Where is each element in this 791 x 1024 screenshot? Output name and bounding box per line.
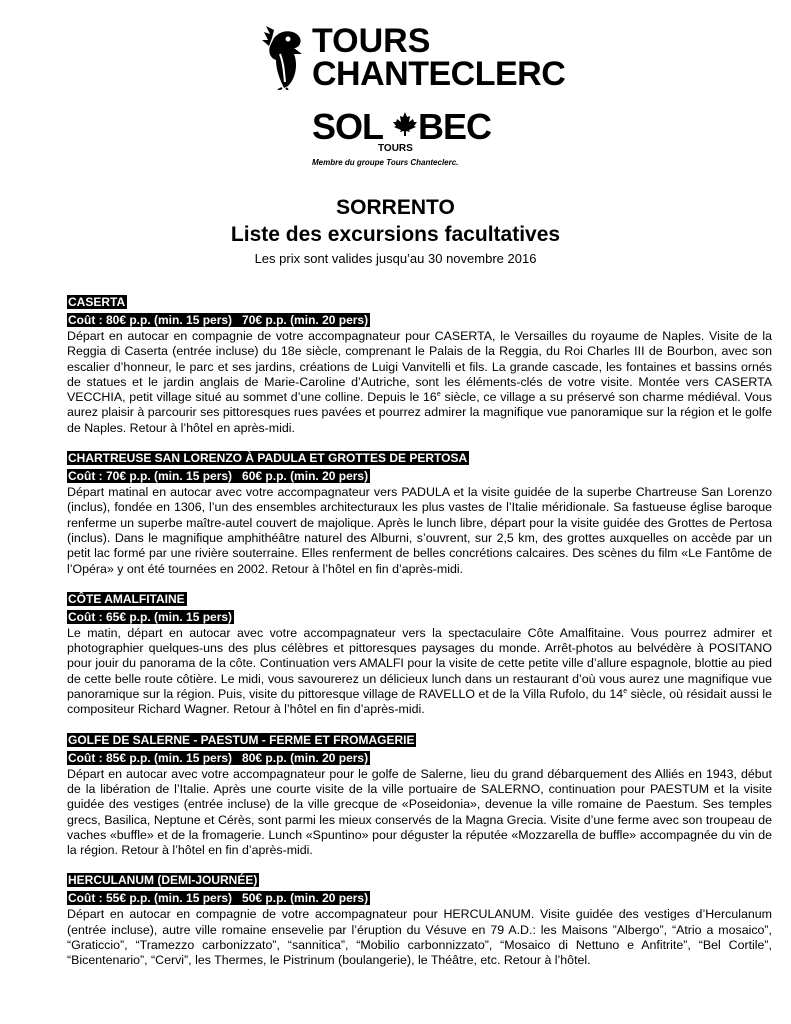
tours-chanteclerc-logo-line-2: CHANTECLERC (312, 55, 566, 93)
excursion-description (67, 767, 772, 859)
excursion-cost (67, 749, 772, 767)
excursion-name: CASERTA (68, 295, 126, 309)
description-text: Départ en autocar avec votre accompagnateur pour le golfe de Salerne, lieu du grand débarquement des Alliés en 1943, début de la libération de l’Italie. Après une courte visite de la ville portuaire de SALERNO, continuation pour PAESTUM et la visite guidée des vestiges (entrée incluse) de la ville grecque de «Poseidonia», devenue la ville romaine de Paestum. Ses temples grecs, Basilica, Neptune et Cérès, sont parmi les mieux conservés de la Magna Grecia. Visite d’une ferme avec son troupeau de vaches «buffle» et de la fromagerie. Lunch «Spuntino» pour déguster la réputée «Mozzarella de buffle» accompagnée du vin de la région. Retour à l’hôtel en fin d’après-midi. (67, 766, 772, 858)
page-title: SORRENTO (336, 196, 455, 219)
price-min-20: 50€ p.p. (min. 20 pers) (242, 891, 369, 906)
price-min-20: 60€ p.p. (min. 20 pers) (242, 469, 369, 484)
solbec-logo-sol: SOL (312, 106, 384, 147)
excursion-item (67, 590, 772, 718)
price-min-15: 85€ p.p. (min. 15 pers) (106, 750, 233, 765)
cost-prefix: Coût : (68, 313, 106, 327)
solbec-tours-label: TOURS (378, 143, 413, 154)
excursion-description (67, 907, 772, 968)
price-min-15: 65€ p.p. (min. 15 pers) (106, 609, 233, 624)
excursion-name: GOLFE DE SALERNE - PAESTUM - FERME ET FROMAGERIE (68, 732, 415, 747)
excursion-item (67, 871, 772, 968)
price-min-15: 80€ p.p. (min. 15 pers) (106, 313, 233, 327)
excursion-name: CÔTE AMALFITAINE (68, 591, 185, 606)
excursion-cost (67, 311, 772, 329)
maple-leaf-icon (392, 111, 418, 137)
cost-prefix: Coût : (68, 609, 106, 624)
excursion-name: CHARTREUSE SAN LORENZO À PADULA ET GROTTES DE PERTOSA (68, 451, 468, 466)
description-text: Départ en autocar en compagnie de votre accompagnateur pour CASERTA, le Versailles du royaume de Naples. Visite de la Reggia di Caserta (entrée incluse) du 18e siècle, comprenant le Palais de la Reggia, du Roi Charles III de Bourbon, avec son escalier d’honneur, le parc et ses jardins, créations de Luigi Vanvitelli et fils. La grande cascade, les fontaines et bassins ornés de statues et le jardin anglais de Marie-Caroline d’Autriche, sont les éléments-clés de votre visite. Montée vers CASERTA VECCHIA, petit village situé au sommet d’une colline. Depuis le 16 (67, 329, 772, 405)
member-tagline: Membre du groupe Tours Chanteclerc. (312, 158, 459, 167)
ordinal-superscript: e (436, 391, 441, 399)
price-min-15: 55€ p.p. (min. 15 pers) (106, 891, 233, 906)
description-text-cont: siècle, ce village a su préservé son charme médiéval. Vous aurez plaisir à parcourir ses pittoresques rues pavées et pourrez admirer la magnifique vue panoramique sur la région et le golfe de Naples. Retour à l’hôtel en après-midi. (67, 390, 772, 435)
solbec-logo-bec: BEC (418, 106, 492, 147)
cost-prefix: Coût : (68, 469, 106, 484)
cost-prefix: Coût : (68, 891, 106, 906)
price-min-20: 80€ p.p. (min. 20 pers) (242, 750, 369, 765)
excursion-list (67, 293, 772, 982)
page-subtitle: Liste des excursions facultatives (230, 223, 561, 246)
excursion-item (67, 293, 772, 436)
excursion-cost (67, 608, 772, 626)
description-text: Le matin, départ en autocar avec votre accompagnateur vers la spectaculaire Côte Amalfitaine. Vous pourrez admirer et photographier quelques-uns des plus célèbres et pittoresques paysages du monde. Arrêt-photos au belvédère à POSITANO pour jouir du panorama de la côte. Continuation vers AMALFI pour la visite de cette petite ville d’allure espagnole, blottie au pied de cette belle route côtière. Le midi, vous savourerez un délicieux lunch dans un restaurant d’où vous aurez une magnifique vue panoramique sur la région. Puis, visite du pittoresque village de RAVELLO et de la Villa Rufolo, du 14 (67, 625, 772, 702)
tours-chanteclerc-logo-line-1: TOURS (312, 22, 431, 60)
price-min-15: 70€ p.p. (min. 15 pers) (106, 469, 233, 484)
price-validity-note: Les prix sont valides jusqu’au 30 novembre 2016 (254, 251, 537, 266)
rooster-logo-icon (258, 24, 308, 90)
ordinal-superscript: e (623, 687, 628, 695)
excursion-name: HERCULANUM (DEMI-JOURNÉE) (68, 873, 258, 888)
excursion-description (67, 485, 772, 577)
description-text: Départ en autocar en compagnie de votre accompagnateur pour HERCULANUM. Visite guidée des vestiges d’Herculanum (entrée incluse), autre ville romaine ensevelie par l’éruption du Vésuve en 79 A.D.: les Maisons ”Albergo”, “Atrio a mosaico”, “Graticcio”, “Tramezzo carbonizzato”, “sannitica”, “Mobilio carbonnizzato”, “Mosaico di Nettuno e Anfitrite”, “Bel Cortile”, “Bicentenario”, “Cervi”, les Thermes, le Pistrinum (boulangerie), le Théâtre, etc. Retour à l’hôtel. (67, 907, 772, 968)
logo-block (0, 0, 791, 175)
excursion-description (67, 329, 772, 436)
price-min-20: 70€ p.p. (min. 20 pers) (242, 313, 369, 327)
cost-prefix: Coût : (68, 750, 106, 765)
excursion-description (67, 626, 772, 718)
solbec-logo (312, 106, 492, 147)
excursion-item (67, 449, 772, 577)
excursion-cost (67, 889, 772, 907)
description-text-cont: siècle, où résidait aussi le compositeur Richard Wagner. Retour à l’hôtel en fin d’après-midi. (67, 687, 772, 717)
excursion-cost (67, 467, 772, 485)
description-text: Départ matinal en autocar avec votre accompagnateur vers PADULA et la visite guidée de la superbe Chartreuse San Lorenzo (inclus), fondée en 1306, l’un des ensembles architecturaux les plus vastes de l’Italie méridionale. Sa fastueuse église baroque renferme un superbe maître-autel couvert de majolique. Après le lunch libre, départ pour la visite guidée des Grottes de Pertosa (inclus). Dans le magnifique amphithéâtre naturel des Alburni, s’ouvrent, sur 2,5 km, des grottes auxquelles on accède par un petit lac formé par une rivière souterraine. Elles renferment de belles concrétions calcaires. Des scènes du film «Le Fantôme de l’Opéra» y ont été tournées en 2002. Retour à l’hôtel en fin d’après-midi. (67, 485, 772, 576)
excursion-item (67, 731, 772, 859)
